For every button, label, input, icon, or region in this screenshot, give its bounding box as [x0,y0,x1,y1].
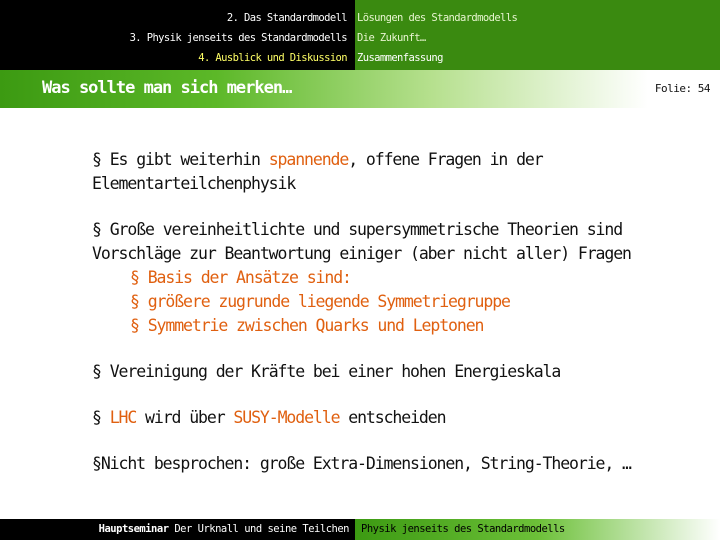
bullet-open-questions: § Es gibt weiterhin spannende, offene Fragen in der Elementarteilchenphysik [92,150,543,193]
bullet-vereinigung: § Vereinigung der Kräfte bei einer hohen Energieskala [92,362,561,381]
nav-subsection-zusammenfassung[interactable]: Zusammenfassung [357,52,443,64]
footer-seminar [0,519,355,540]
bullet-icon: § [92,150,101,169]
bullet-icon: § [130,292,139,311]
slide-content [92,148,692,476]
nav-subsection-loesungen[interactable]: Lösungen des Standardmodells [357,12,518,24]
bullet-nicht-besprochen: §Nicht besprochen: große Extra-Dimensionen, String-Theorie, … [92,454,631,473]
subsection-nav [355,0,720,70]
bullet-icon: § [92,362,101,381]
nav-section-physik-jenseits[interactable]: 3. Physik jenseits des Standardmodells [129,32,347,44]
nav-section-standardmodell[interactable]: 2. Das Standardmodell [226,12,347,24]
footer-topic: Physik jenseits des Standardmodells [355,519,720,540]
section-nav-left [0,0,355,70]
slide-number-label: Folie: [654,82,692,95]
highlight-lhc: LHC [109,408,137,427]
bullet-icon: § [92,408,101,427]
nav-section-ausblick[interactable]: 4. Ausblick und Diskussion [198,52,347,64]
title-bar [0,70,720,108]
sub-bullet-basis: § Basis der Ansätze sind: [130,268,351,287]
bullet-icon: § [92,220,101,239]
footer-seminar-label: Hauptseminar [98,523,169,535]
sub-bullet-symmetriegruppe: § größere zugrunde liegende Symmetriegruppe [130,292,510,311]
section-navigation [0,0,720,70]
slide-title: Was sollte man sich merken… [42,78,292,98]
highlight-spannende: spannende [268,150,349,169]
slide-number [655,82,710,95]
highlight-susy: SUSY-Modelle [233,408,340,427]
sub-bullet-quarks-leptonen: § Symmetrie zwischen Quarks und Leptonen [130,316,484,335]
bullet-theories: § Große vereinheitlichte und supersymmetrische Theorien sind Vorschläge zur Beantwortung einiger (aber nicht aller) Fragen § Basis der Ansätze sind: § größere zugrunde liegende Symmetriegruppe § Symmetrie zwischen Quarks und Leptonen [92,218,692,338]
bullet-icon: § [92,454,101,473]
nav-subsection-zukunft[interactable]: Die Zukunft… [357,32,426,44]
footer-seminar-title: Der Urknall und seine Teilchen [174,523,349,535]
bullet-icon: § [130,316,139,335]
bullet-icon: § [130,268,139,287]
footer [0,519,720,540]
bullet-lhc: § LHC wird über SUSY-Modelle entscheiden [92,408,446,427]
slide-number-value: 54 [697,82,710,95]
